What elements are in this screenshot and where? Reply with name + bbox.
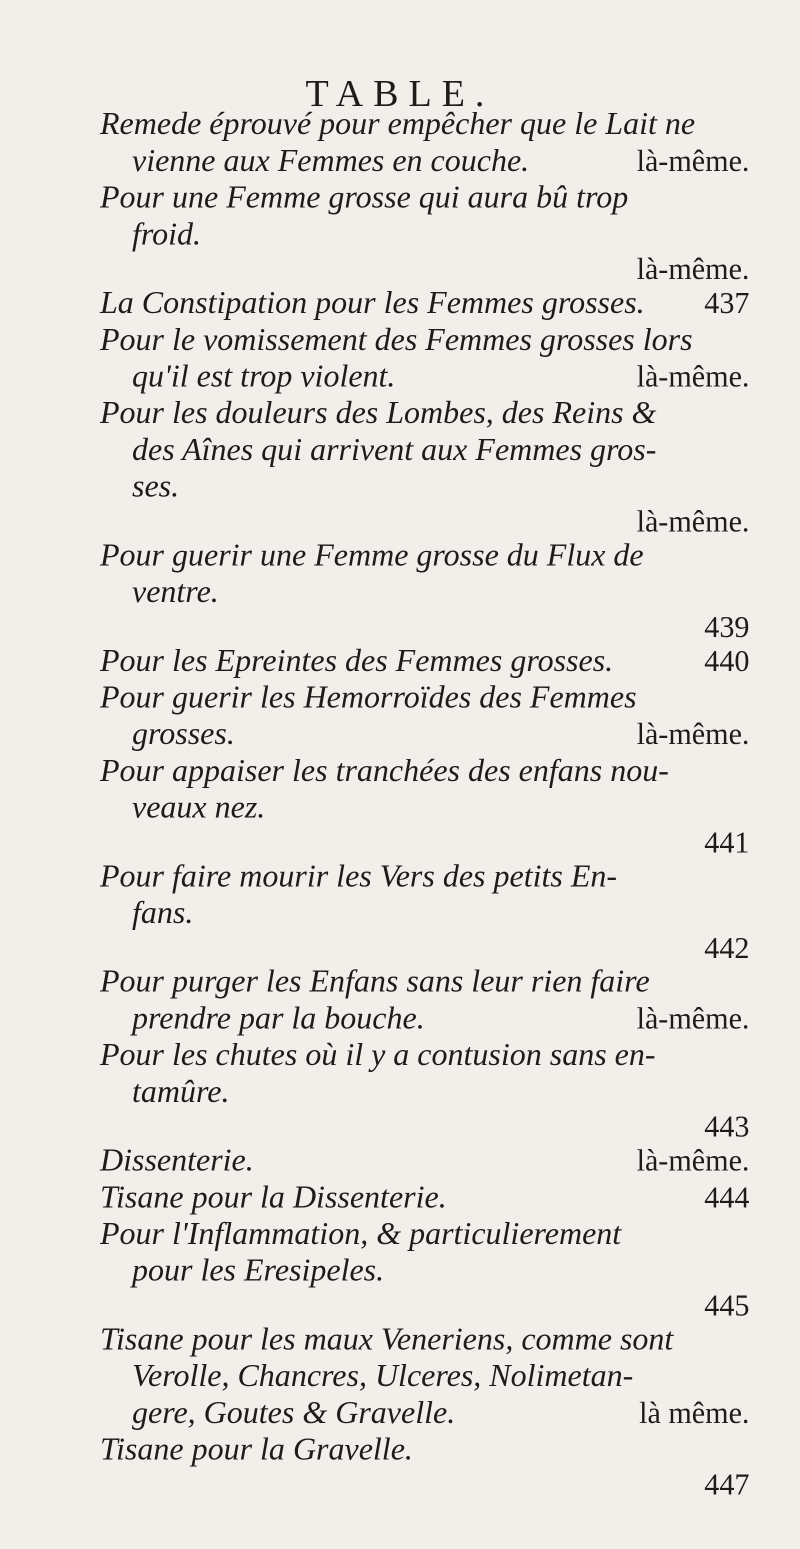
entry-text: qu'il est trop violent.	[132, 359, 396, 395]
entry-text: pour les Eresipeles.	[132, 1253, 385, 1289]
entry-line	[100, 395, 749, 432]
entry-line	[100, 179, 749, 216]
page-reference: là-même.	[636, 716, 750, 751]
entry-text: Pour les chutes où il y a contusion sans en-	[100, 1037, 656, 1073]
entry-line	[100, 537, 749, 574]
entry-line	[100, 716, 749, 753]
table-entry	[100, 1142, 749, 1179]
page-reference: 437	[704, 285, 750, 320]
entry-line	[100, 789, 749, 826]
table-entry	[100, 963, 749, 1036]
entry-line	[100, 1252, 749, 1289]
entry-line	[100, 143, 749, 180]
table-entry	[100, 643, 749, 680]
entry-text: fans.	[132, 895, 194, 931]
entry-line	[100, 468, 749, 505]
table-entry	[100, 858, 749, 963]
entry-line	[100, 322, 749, 359]
entry-line	[100, 1321, 749, 1358]
entry-text: gere, Goutes & Gravelle.	[132, 1395, 456, 1431]
entry-line	[100, 574, 749, 611]
entry-line	[100, 1358, 749, 1395]
entry-line	[100, 358, 749, 395]
page-reference: 440	[704, 643, 750, 678]
entry-text: Pour les Epreintes des Femmes grosses.	[100, 643, 614, 679]
entry-line	[100, 679, 749, 716]
entry-text: prendre par la bouche.	[132, 1001, 425, 1036]
table-entry	[100, 753, 749, 858]
page-reference: 439	[704, 609, 750, 644]
entry-text: ses.	[132, 469, 180, 505]
table-entry	[100, 679, 749, 752]
entry-text: Pour purger les Enfans sans leur rien faire	[100, 964, 650, 1000]
entry-text: Pour l'Inflammation, & particulierement	[100, 1216, 622, 1252]
entry-line	[100, 643, 749, 680]
page-reference: là-même.	[636, 1143, 750, 1178]
table-entry	[100, 322, 749, 395]
entry-text: Pour appaiser les tranchées des enfans nou-	[100, 753, 669, 789]
table-entry	[100, 1321, 749, 1431]
entry-text: Tisane pour la Gravelle.	[100, 1432, 413, 1468]
page-reference: 441	[704, 825, 750, 860]
entry-line	[100, 1037, 749, 1074]
page-reference: 443	[704, 1109, 750, 1144]
page-reference: 442	[704, 930, 750, 965]
table-entry	[100, 1179, 749, 1216]
entry-text: La Constipation pour les Femmes grosses.	[100, 285, 645, 321]
entry-text: Pour une Femme grosse qui aura bû trop	[100, 180, 629, 216]
page-reference: 445	[704, 1288, 750, 1323]
entry-text: Pour faire mourir les Vers des petits En-	[100, 859, 618, 894]
entry-text: veaux nez.	[132, 790, 266, 826]
page-header: TABLE.	[305, 73, 495, 115]
entry-text: Dissenterie.	[100, 1143, 254, 1179]
entry-text: Tisane pour les maux Veneriens, comme sont	[100, 1322, 674, 1357]
entry-line	[100, 1179, 749, 1216]
entry-text: des Aînes qui arrivent aux Femmes gros-	[132, 432, 657, 468]
page-reference: là-même.	[636, 1001, 750, 1036]
table-entries	[100, 106, 749, 1500]
entry-line	[100, 1142, 749, 1179]
entry-line	[100, 1395, 749, 1432]
entry-line	[100, 963, 749, 1000]
page-reference: là-même.	[636, 143, 750, 178]
entry-text: Pour guerir une Femme grosse du Flux de	[100, 538, 644, 573]
entry-text: Pour le vomissement des Femmes grosses lors	[100, 322, 693, 358]
entry-line	[100, 1000, 749, 1037]
entry-text: Pour les douleurs des Lombes, des Reins &	[100, 395, 657, 431]
entry-line	[100, 1431, 749, 1468]
entry-text: tamûre.	[132, 1074, 230, 1110]
page-reference: là-même.	[636, 251, 750, 286]
table-entry	[100, 106, 749, 179]
entry-text: froid.	[132, 217, 202, 252]
page-reference: là-même.	[636, 359, 750, 394]
entry-line	[100, 432, 749, 469]
entry-line	[100, 285, 749, 322]
entry-line	[100, 753, 749, 790]
entry-line	[100, 106, 749, 143]
entry-line	[100, 1216, 749, 1253]
page-reference: 447	[704, 1467, 750, 1501]
entry-text: ventre.	[132, 574, 219, 610]
entry-text: Remede éprouvé pour empêcher que le Lait ne	[100, 106, 696, 142]
entry-text: Verolle, Chancres, Ulceres, Nolimetan-	[132, 1358, 634, 1394]
entry-text: Pour guerir les Hemorroïdes des Femmes	[100, 680, 637, 715]
table-entry	[100, 395, 749, 537]
entry-line	[100, 895, 749, 932]
entry-text: grosses.	[132, 716, 235, 752]
page-reference: là-même.	[636, 504, 750, 539]
entry-text: Tisane pour la Dissenterie.	[100, 1179, 447, 1215]
table-entry	[100, 537, 749, 642]
table-entry	[100, 179, 749, 284]
table-entry	[100, 1431, 749, 1500]
entry-line	[100, 858, 749, 895]
table-entry	[100, 1216, 749, 1321]
page-reference: 444	[704, 1179, 750, 1214]
page-reference: là même.	[639, 1395, 750, 1430]
entry-text: vienne aux Femmes en couche.	[132, 143, 530, 179]
entry-line	[100, 216, 749, 253]
table-entry	[100, 1037, 749, 1142]
table-entry	[100, 285, 749, 322]
entry-line	[100, 1074, 749, 1111]
